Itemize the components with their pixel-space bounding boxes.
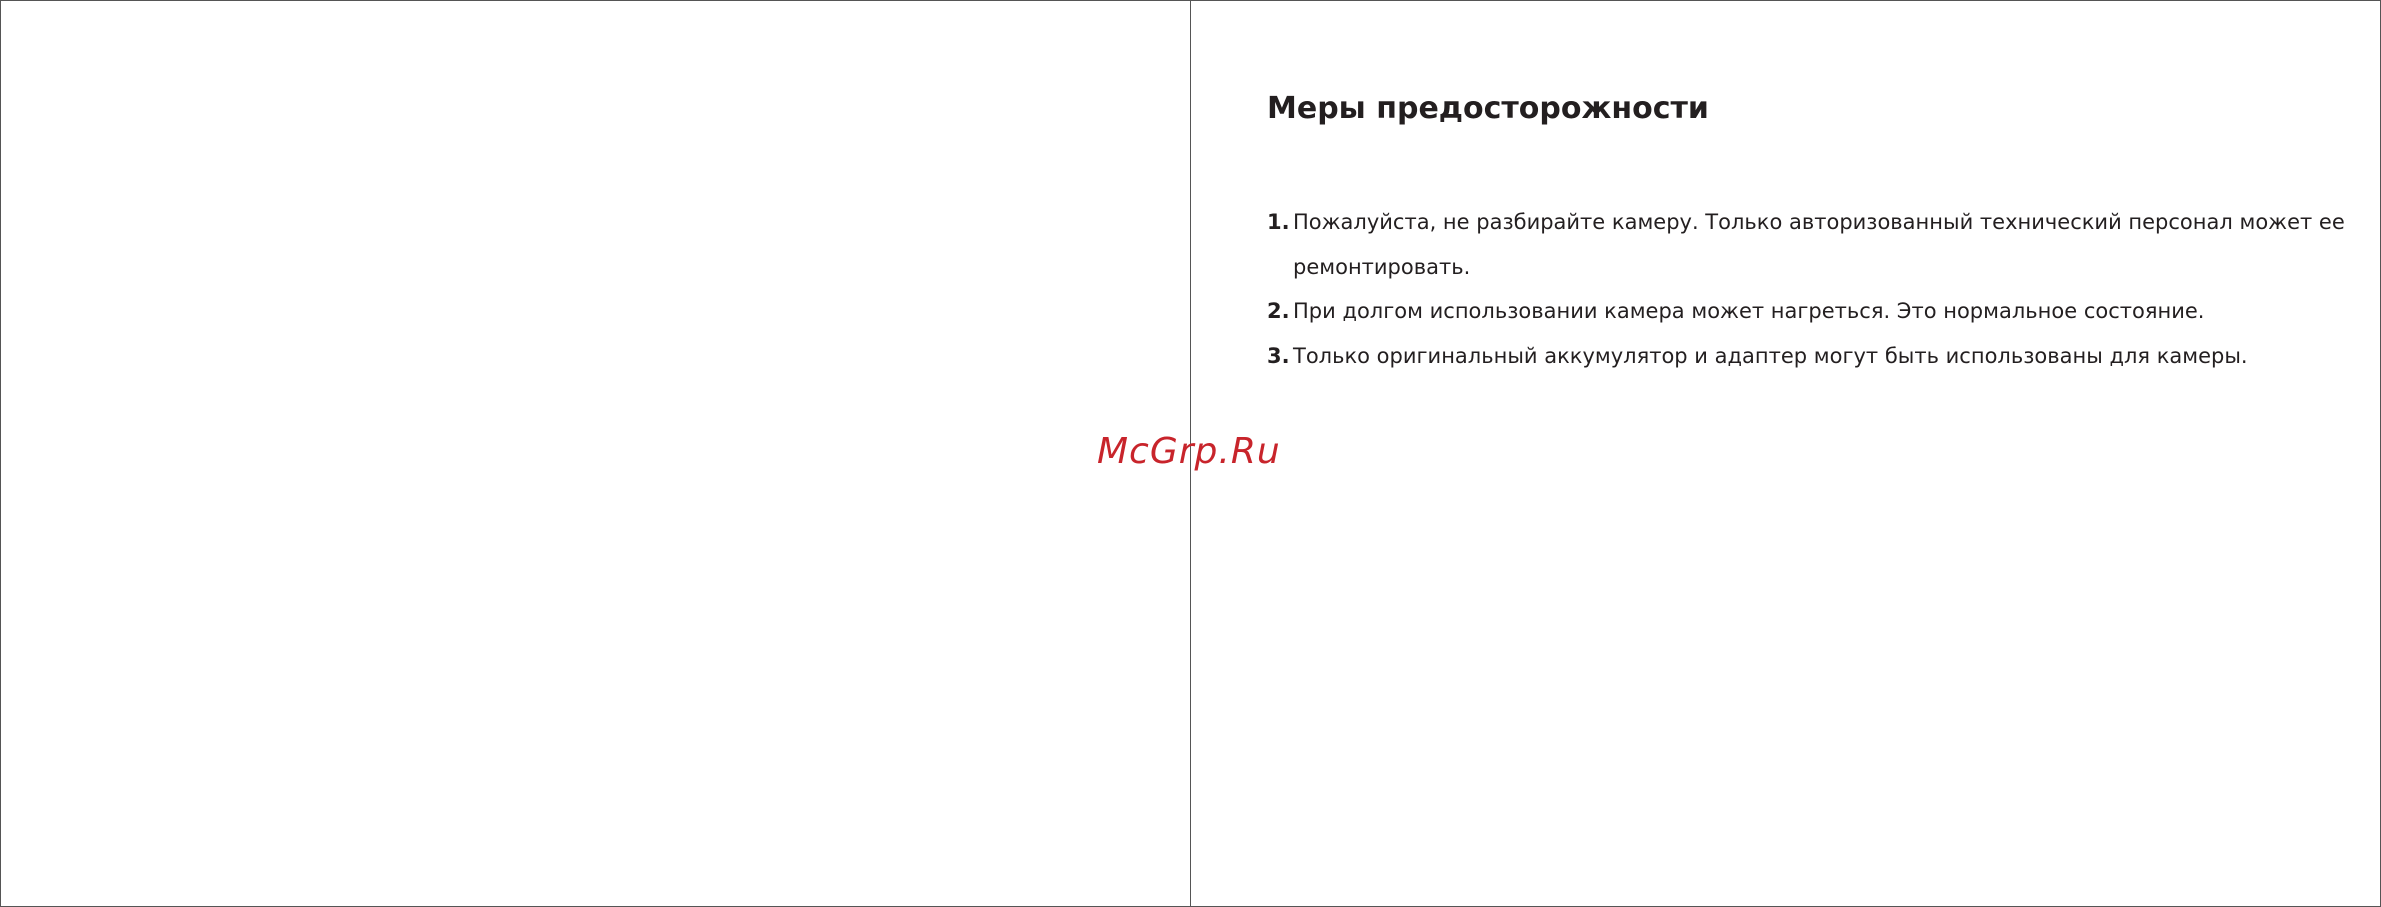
item-text: Только оригинальный аккумулятор и адаптер могут быть использованы для камеры. <box>1293 343 2248 368</box>
precaution-item-2 <box>1267 289 2357 334</box>
right-page <box>1191 1 2380 906</box>
precaution-item-1 <box>1267 200 2357 289</box>
precautions-list <box>1267 200 2357 378</box>
precaution-item-3 <box>1267 334 2357 379</box>
section-title: Меры предосторожности <box>1267 91 1709 126</box>
item-text: Пожалуйста, не разбирайте камеру. Только авторизованный технический персонал может ее ремонтировать. <box>1293 210 2345 279</box>
left-page <box>1 1 1191 906</box>
item-text: При долгом использовании камера может нагреться. Это нормальное состояние. <box>1293 299 2205 323</box>
item-number: 3. <box>1267 343 1290 368</box>
item-number: 1. <box>1267 210 1290 234</box>
watermark: McGrp.Ru <box>1097 431 1281 472</box>
item-number: 2. <box>1267 299 1290 323</box>
